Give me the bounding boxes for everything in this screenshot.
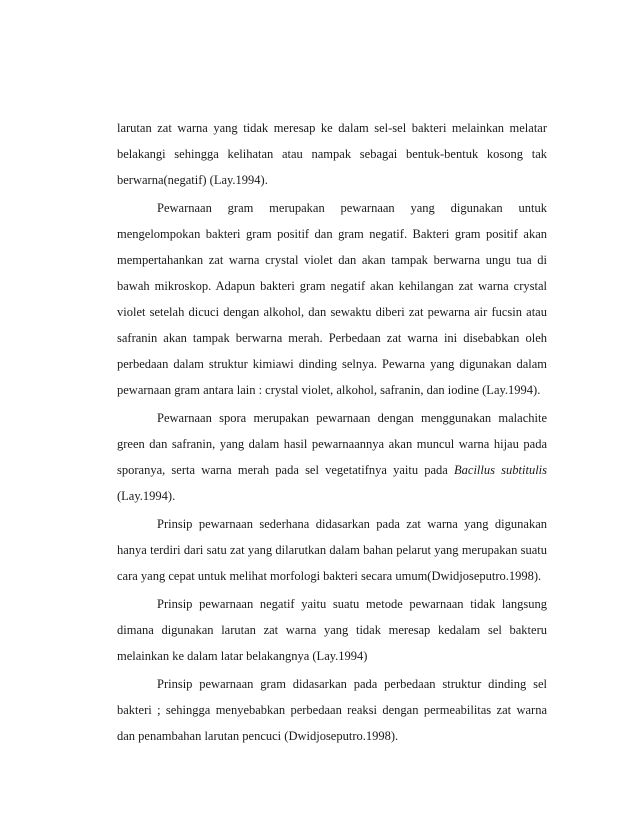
paragraph-continuation: larutan zat warna yang tidak meresap ke dalam sel-sel bakteri melainkan melatar belakangi sehingga kelihatan atau nampak sebagai bentuk-bentuk kosong tak berwarna(negatif) (Lay.1994). [117,121,547,187]
paragraph-negative-staining: Prinsip pewarnaan negatif yaitu suatu metode pewarnaan tidak langsung dimana digunakan larutan zat warna yang tidak meresap kedalam sel bakteru melainkan ke dalam latar belakangnya (Lay.1994) [117,597,547,663]
paragraph-spore-citation: (Lay.1994). [117,489,176,503]
paragraph-simple-staining: Prinsip pewarnaan sederhana didasarkan pada zat warna yang digunakan hanya terdiri dari satu zat yang dilarutkan dalam bahan pelarut yang merupakan suatu cara yang cepat untuk melihat morfologi bakteri secara umum(Dwidjoseputro.1998). [117,517,547,583]
paragraph-gram-staining: Pewarnaan gram merupakan pewarnaan yang digunakan untuk mengelompokan bakteri gram positif dan gram negatif. Bakteri gram positif akan mempertahankan zat warna crystal violet dan akan tampak berwarna ungu tua di bawah mikroskop. Adapun bakteri gram negatif akan kehilangan zat warna crystal violet setelah dicuci dengan alkohol, dan sewaktu diberi zat pewarna air fucsin atau safranin akan tampak berwarna merah. Perbedaan zat warna ini disebabkan oleh perbedaan dalam struktur kimiawi dinding selnya. Pewarna yang digunakan dalam pewarnaan gram antara lain : crystal violet, alkohol, safranin, dan iodine (Lay.1994). [117,201,547,397]
body-text [117,115,547,751]
paragraph-spore-staining [117,405,547,509]
paragraph-spore-text: Pewarnaan spora merupakan pewarnaan dengan menggunakan malachite green dan safranin, yang dalam hasil pewarnaannya akan muncul warna hijau pada sporanya, serta warna merah pada sel vegetatifnya yaitu pada [117,411,547,477]
species-name: Bacillus subtitulis [454,463,547,477]
paragraph-gram-principle: Prinsip pewarnaan gram didasarkan pada perbedaan struktur dinding sel bakteri ; sehingga menyebabkan perbedaan reaksi dengan permeabilitas zat warna dan penambahan larutan pencuci (Dwidjoseputro.1998). [117,677,547,743]
